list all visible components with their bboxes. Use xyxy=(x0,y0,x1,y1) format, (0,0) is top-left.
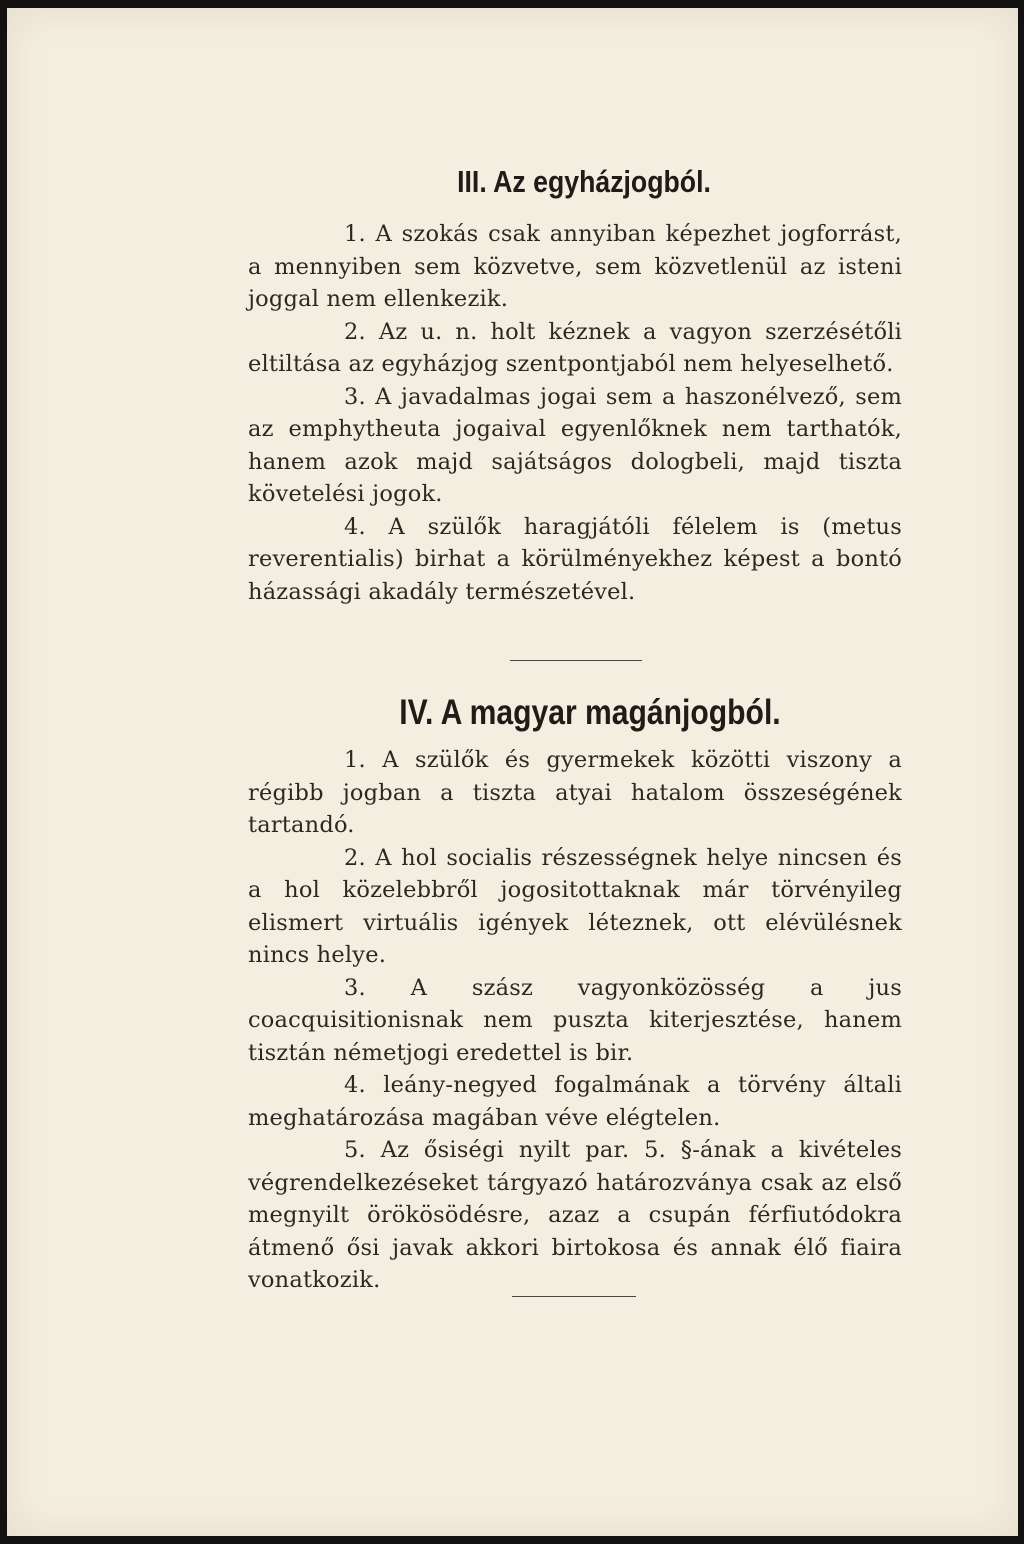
section-3 xyxy=(248,160,902,608)
section-3-heading: III. Az egyházjogból. xyxy=(457,164,711,199)
section-4-item-1: 1. A szülők és gyermekek közötti viszony a régibb jogban a tiszta atyai hatalom összeségének tartandó. xyxy=(248,747,902,838)
section-4-item-3: 3. A szász vagyonközösség a jus coacquisitionisnak nem puszta kiterjesztése, hanem tisztán németjogi eredettel is bir. xyxy=(248,974,902,1066)
section-4-item-5: 5. Az ősiségi nyilt par. 5. §-ának a kivételes végrendelkezéseket tárgyazó határozványa csak az első megnyilt örökösödésre, azaz a csupán férfiutódokra átmenő ősi javak akkori birtokosa és annak élő fiaira vonatkozik. xyxy=(248,1137,902,1293)
section-3-item-1: 1. A szokás csak annyiban képezhet jogforrást, a mennyiben sem közvetve, sem közvetlenül az isteni joggal nem ellenkezik. xyxy=(248,221,902,312)
section-4-item-4: 4. leány-negyed fogalmának a törvény általi meghatározása magában véve elégtelen. xyxy=(248,1072,902,1131)
section-divider xyxy=(510,660,642,661)
section-3-item-3: 3. A javadalmas jogai sem a haszonélvező, sem az emphytheuta jogaival egyenlőknek nem tarthatók, hanem azok majd sajátságos dologbeli, majd tiszta követelési jogok. xyxy=(248,383,902,507)
end-divider xyxy=(512,1296,636,1297)
section-4-heading-wrap xyxy=(248,688,902,738)
section-3-item-2: 2. Az u. n. holt kéznek a vagyon szerzésétőli eltiltása az egyházjog szentpontjaból nem helyeselhető. xyxy=(248,318,902,377)
section-4 xyxy=(248,744,902,1297)
section-3-item-4: 4. A szülők haragjátóli félelem is (metus reverentialis) birhat a körülményekhez képest a bontó házassági akadály természetével. xyxy=(248,513,902,605)
section-4-item-2: 2. A hol socialis részességnek helye nincsen és a hol közelebbről jogositottaknak már törvényileg elismert virtuális igények léteznek, ott elévülésnek nincs helye. xyxy=(248,844,902,968)
section-4-heading: IV. A magyar magánjogból. xyxy=(399,693,781,732)
